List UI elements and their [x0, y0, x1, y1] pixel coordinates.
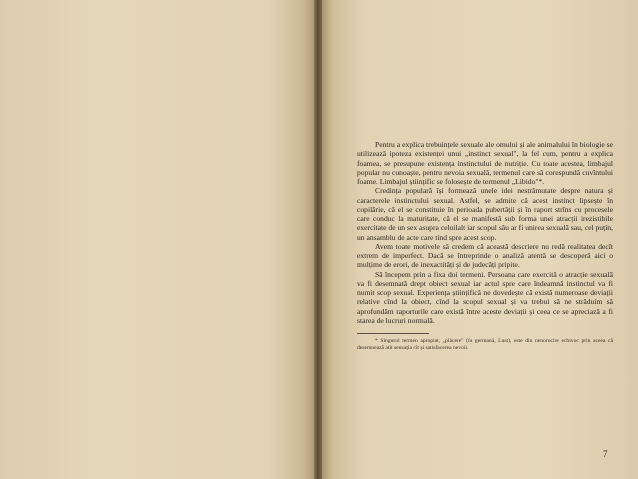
paragraph-2: Credința populară își formează unele idei nestrămutate despre natura și caracterele instinctului sexual. Astfel, se admite că acest instinct lipsește în copilărie, că el se constituie în perioada pubertății și în raport strîns cu procesele care conduc la maturitate, că el se manifestă sub forma unei atracții irezistibile exercitate de un sex asupra celuilalt iar scopul său ar fi unirea sexuală sau, cel puțin, un ansamblu de acte care tind spre acest scop. [357, 186, 613, 242]
footnote: * Singurul termen apropiat, „plăcere" (în germană, Lust), este din nenorocire echivoc prin aceea că desemnează atît senzația cît și satisfacerea nevoii. [357, 338, 613, 351]
paragraph-1: Pentru a explica trebuințele sexuale ale omului și ale animalului în biologie se utilizează ipoteza existenței unui „instinct sexual", la fel cum, pentru a explica foamea, se presupune existența instinctului de nutriție. Cu toate acestea, limbajul popular nu cunoaște, pentru nevoia sexuală, termenul care să corespundă cuvîntului foame. Limbajul științific se folosește de termenul „Libido"*. [357, 140, 613, 186]
paragraph-3: Avem toate motivele să credem că această descriere nu redă realitatea decît extrem de imperfect. Dacă se întreprinde o analiză atentă se descoperă aici o mulțime de erori, de inexactități și de judecăți pripite. [357, 241, 613, 270]
page-text-block [357, 140, 613, 352]
book-gutter [314, 0, 322, 479]
page-number: 7 [603, 449, 608, 459]
paragraph-4: Să începem prin a fixa doi termeni. Persoana care exercită o atracție sexuală va fi desemnată drept obiect sexual iar actul spre care îndeamnă instinctul va fi numit scop sexual. Experiența științifică ne dovedește că există numeroase deviații relative cînd la obiect, cînd la scopul sexual și va trebui să ne străduim să aprofundăm raporturile care există între aceste deviații și ceea ce se apreciază a fi starea de lucruri normală. [357, 269, 613, 325]
footnote-divider [357, 333, 429, 334]
left-page-blank [0, 0, 316, 479]
